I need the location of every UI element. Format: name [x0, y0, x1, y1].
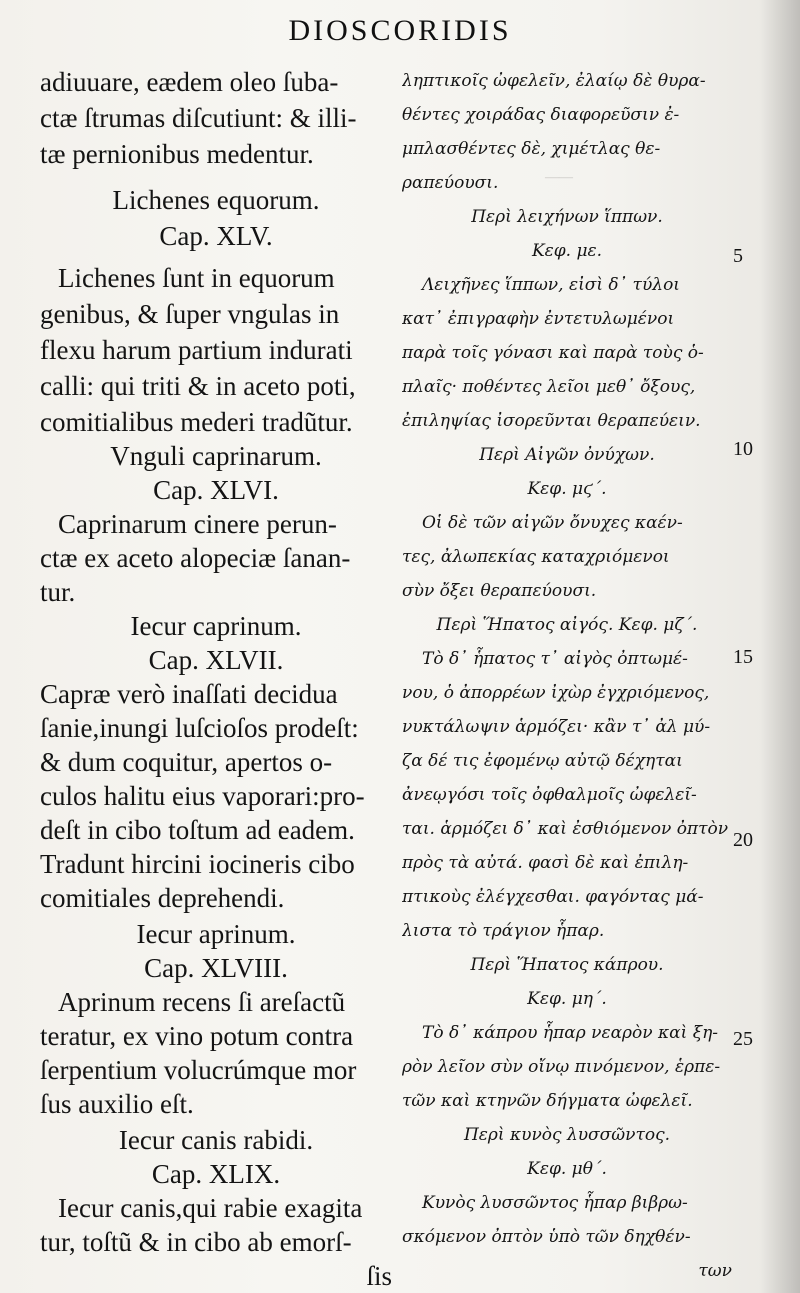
- section-heading: Vnguli caprinarum.: [110, 441, 322, 471]
- greek-line: ζα δέ τις ἐφομένῳ αὐτῷ δέχηται: [402, 751, 683, 771]
- latin-line: Capræ verò inaſſati decidua: [40, 679, 338, 709]
- latin-line: tæ pernionibus medentur.: [40, 139, 314, 169]
- greek-section-heading: Περὶ κυνὸς λυσσῶντος.: [463, 1125, 671, 1145]
- line-number: 5: [733, 245, 743, 267]
- greek-line: ληπτικοῖς ὠφελεῖν, ἐλαίῳ δὲ θυρα-: [402, 71, 706, 91]
- greek-line: πρὸς τὰ αὐτά. φασὶ δὲ καὶ ἐπιλη-: [402, 853, 689, 873]
- latin-line: ſus auxilio eſt.: [40, 1089, 194, 1119]
- line-number-margin: [725, 0, 795, 1293]
- line-number: 20: [733, 829, 753, 851]
- chapter-heading: Cap. XLVI.: [153, 475, 279, 505]
- greek-line: τες, ἀλωπεκίας καταχριόμενοι: [402, 547, 670, 567]
- line-number: 25: [733, 1028, 753, 1050]
- latin-line: flexu harum partium indurati: [40, 335, 353, 365]
- greek-line: σκόμενον ὀπτὸν ὑπὸ τῶν δηχθέν-: [402, 1227, 691, 1247]
- greek-line: λιστα τὸ τράγιον ἧπαρ.: [402, 921, 605, 941]
- section-heading: Iecur caprinum.: [130, 611, 302, 641]
- greek-line: ἐπιληψίας ἰσορεῦνται θεραπεύειν.: [402, 411, 701, 431]
- greek-section-heading: Περὶ Ἥπατος αἰγός. Κεφ. μζ΄.: [436, 615, 698, 635]
- latin-line: Tradunt hircini iocineris cibo: [40, 849, 355, 879]
- latin-line: comitiales deprehendi.: [40, 883, 285, 913]
- greek-line: ρὸν λεῖον σὺν οἴνῳ πινόμενον, ἑρπε-: [402, 1057, 721, 1077]
- greek-line: Τὸ δ᾽ ἧπατος τ᾽ αἰγὸς ὀπτωμέ-: [422, 649, 688, 669]
- latin-line: ctæ ſtrumas diſcutiunt: & illi-: [40, 103, 357, 133]
- greek-line: Οἱ δὲ τῶν αἰγῶν ὄνυχες καέν-: [422, 513, 683, 533]
- greek-line: Τὸ δ᾽ κάπρου ἧπαρ νεαρὸν καὶ ξη-: [422, 1023, 719, 1043]
- latin-line: Iecur canis,qui rabie exagita: [58, 1193, 363, 1223]
- greek-line: ται. ἁρμόζει δ᾽ καὶ ἐσθιόμενον ὀπτὸν: [402, 819, 729, 839]
- line-number: 15: [733, 646, 753, 668]
- greek-section-heading: Περὶ λειχήνων ἵππων.: [471, 207, 663, 227]
- greek-line: κατ᾽ ἐπιγραφὴν ἐντετυλωμένοι: [402, 309, 675, 329]
- greek-chapter-heading: Κεφ. με.: [531, 241, 603, 261]
- greek-line: πλαῖς· ποθέντες λεῖοι μεθ᾽ ὄξους,: [402, 377, 696, 397]
- latin-line: adiuuare, eædem oleo ſuba-: [40, 67, 339, 97]
- latin-line: deſt in cibo toſtum ad eadem.: [40, 815, 355, 845]
- chapter-heading: Cap. XLVIII.: [144, 953, 288, 983]
- greek-line: παρὰ τοῖς γόνασι καὶ παρὰ τοὺς ὁ-: [402, 343, 704, 363]
- greek-section-heading: Περὶ Ἥπατος κάπρου.: [470, 955, 664, 975]
- section-heading: Iecur aprinum.: [136, 919, 296, 949]
- chapter-heading: Cap. XLV.: [159, 221, 273, 251]
- line-number: 10: [733, 438, 753, 460]
- latin-line: culos halitu eius vaporari:pro-: [40, 781, 365, 811]
- latin-line: teratur, ex vino potum contra: [40, 1021, 354, 1051]
- latin-line: & dum coquitur, apertos o-: [40, 747, 333, 777]
- latin-line: tur, toſtũ & in cibo ab emorſ-: [40, 1227, 352, 1257]
- greek-line: θέντες χοιράδας διαφορεῦσιν ἐ-: [402, 105, 680, 125]
- greek-chapter-heading: Κεφ. μϛ΄.: [527, 479, 607, 499]
- latin-line: ſanie,inungi luſcioſos prodeſt:: [40, 713, 359, 743]
- latin-line: Lichenes ſunt in equorum: [58, 263, 335, 293]
- greek-line: Λειχῆνες ἵππων, εἰσὶ δ᾽ τύλοι: [422, 275, 680, 295]
- greek-line: Κυνὸς λυσσῶντος ἧπαρ βιβρω-: [422, 1193, 688, 1213]
- catchword: ſis: [366, 1261, 392, 1291]
- bleed-through-text: ——: [545, 170, 573, 185]
- greek-line: νου, ὁ ἀπορρέων ἰχὼρ ἐγχριόμενος,: [402, 683, 710, 703]
- latin-line: calli: qui triti & in aceto poti,: [40, 371, 356, 401]
- latin-line: genibus, & ſuper vngulas in: [40, 299, 340, 329]
- section-heading: Lichenes equorum.: [112, 185, 320, 215]
- greek-section-heading: Περὶ Αἰγῶν ὀνύχων.: [479, 445, 655, 465]
- greek-chapter-heading: Κεφ. μη΄.: [527, 989, 607, 1009]
- section-heading: Iecur canis rabidi.: [118, 1125, 314, 1155]
- running-head: DIOSCORIDIS: [288, 14, 512, 47]
- chapter-heading: Cap. XLVII.: [148, 645, 284, 675]
- latin-line: Aprinum recens ſi areſactũ: [58, 987, 346, 1017]
- greek-line: τῶν καὶ κτηνῶν δήγματα ὠφελεῖ.: [402, 1091, 693, 1111]
- greek-catchword: των: [698, 1261, 732, 1281]
- latin-line: comitialibus mederi tradũtur.: [40, 407, 353, 437]
- latin-line: ſerpentium volucrúmque mor: [40, 1055, 357, 1085]
- greek-line: πτικοὺς ἐλέγχεσθαι. φαγόντας μά-: [402, 887, 704, 907]
- latin-line: tur.: [40, 577, 76, 607]
- greek-line: μπλασθέντες δὲ, χιμέτλας θε-: [402, 139, 661, 159]
- greek-line: σὺν ὄξει θεραπεύουσι.: [402, 581, 597, 601]
- greek-chapter-heading: Κεφ. μθ΄.: [527, 1159, 607, 1179]
- latin-line: Caprinarum cinere perun-: [58, 509, 337, 539]
- latin-line: ctæ ex aceto alopeciæ ſanan-: [40, 543, 351, 573]
- greek-line: νυκτάλωψιν ἁρμόζει· κἂν τ᾽ ἀλ μύ-: [402, 717, 711, 737]
- chapter-heading: Cap. XLIX.: [151, 1159, 281, 1189]
- greek-line: ἀνεῳγόσι τοῖς ὀφθαλμοῖς ὠφελεῖ-: [402, 785, 697, 805]
- greek-line: ραπεύουσι.: [402, 173, 499, 193]
